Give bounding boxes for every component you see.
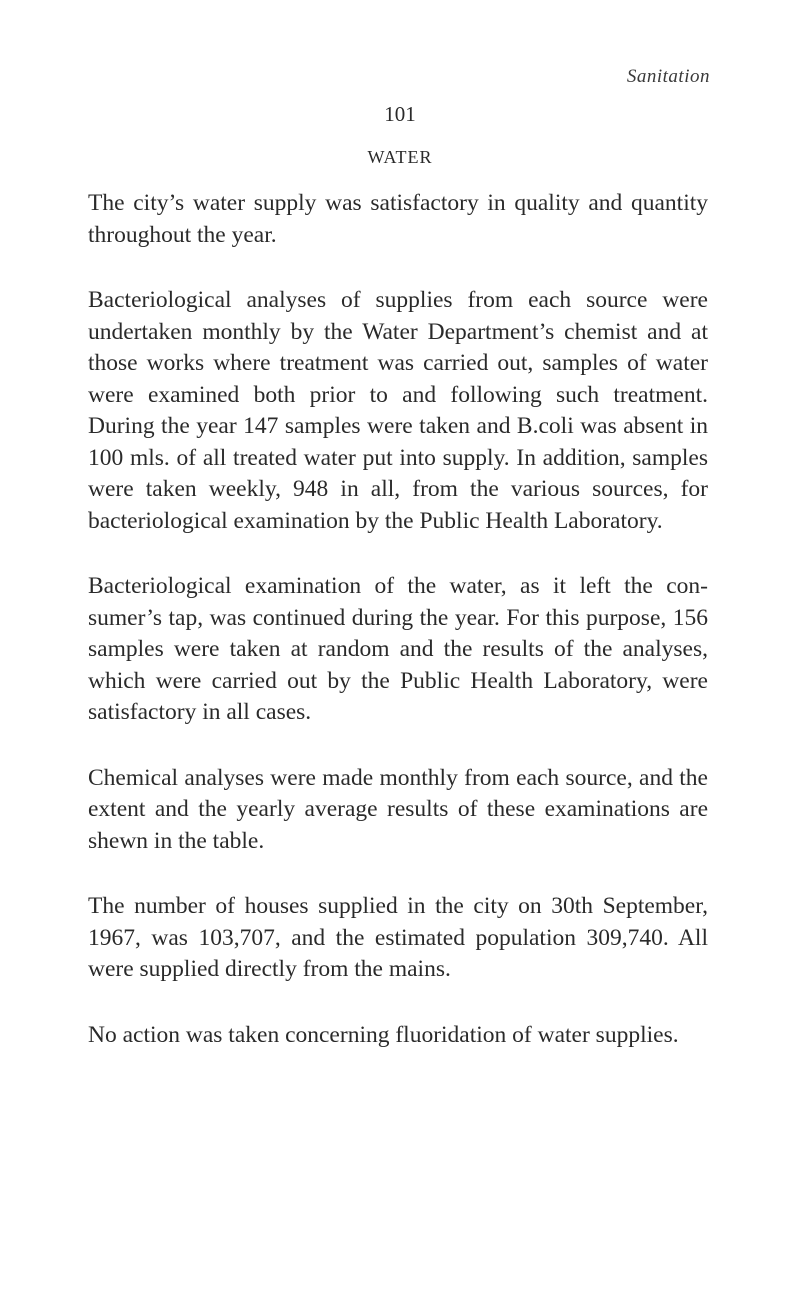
paragraph-chemical-analyses: Chemical analyses were made monthly from each source, and the extent and the yearly average results of these examinations are shewn in the table. [88,764,708,854]
paragraph-houses-supplied: The number of houses supplied in the city on 30th September, 1967, was 103,707, and the estimated population 309,740. All were supplied directly from the mains. [88,893,708,982]
section-title: WATER [367,147,433,167]
paragraph-water-supply: The city’s water supply was satisfactory in quality and quantity throughout the year. [88,190,708,248]
paragraph-consumer-tap-examination: Bacteriological examination of the water, as it left the con-sumer’s tap, was continued during the year. For this purpose, 156 samples were taken at random and the results of the analyses, which were carried out by the Public Health Laboratory, were satisfactory in all cases. [88,573,708,725]
body-text [88,188,708,1051]
paragraph-bacteriological-analyses: Bacteriological analyses of supplies from each source were undertaken monthly by the Water Department’s chemist and at those works where treatment was carried out, samples of water were examined both prior to and following such treatment. During the year 147 samples were taken and B.coli was absent in 100 mls. of all treated water put into supply. In addition, samples were taken weekly, 948 in all, from the various sources, for bacteriological examination by the Public Health Laboratory. [88,287,708,534]
page-number: 101 [384,102,416,126]
paragraph-fluoridation: No action was taken concerning fluoridation of water supplies. [88,1021,679,1048]
running-head: Sanitation [626,66,710,87]
